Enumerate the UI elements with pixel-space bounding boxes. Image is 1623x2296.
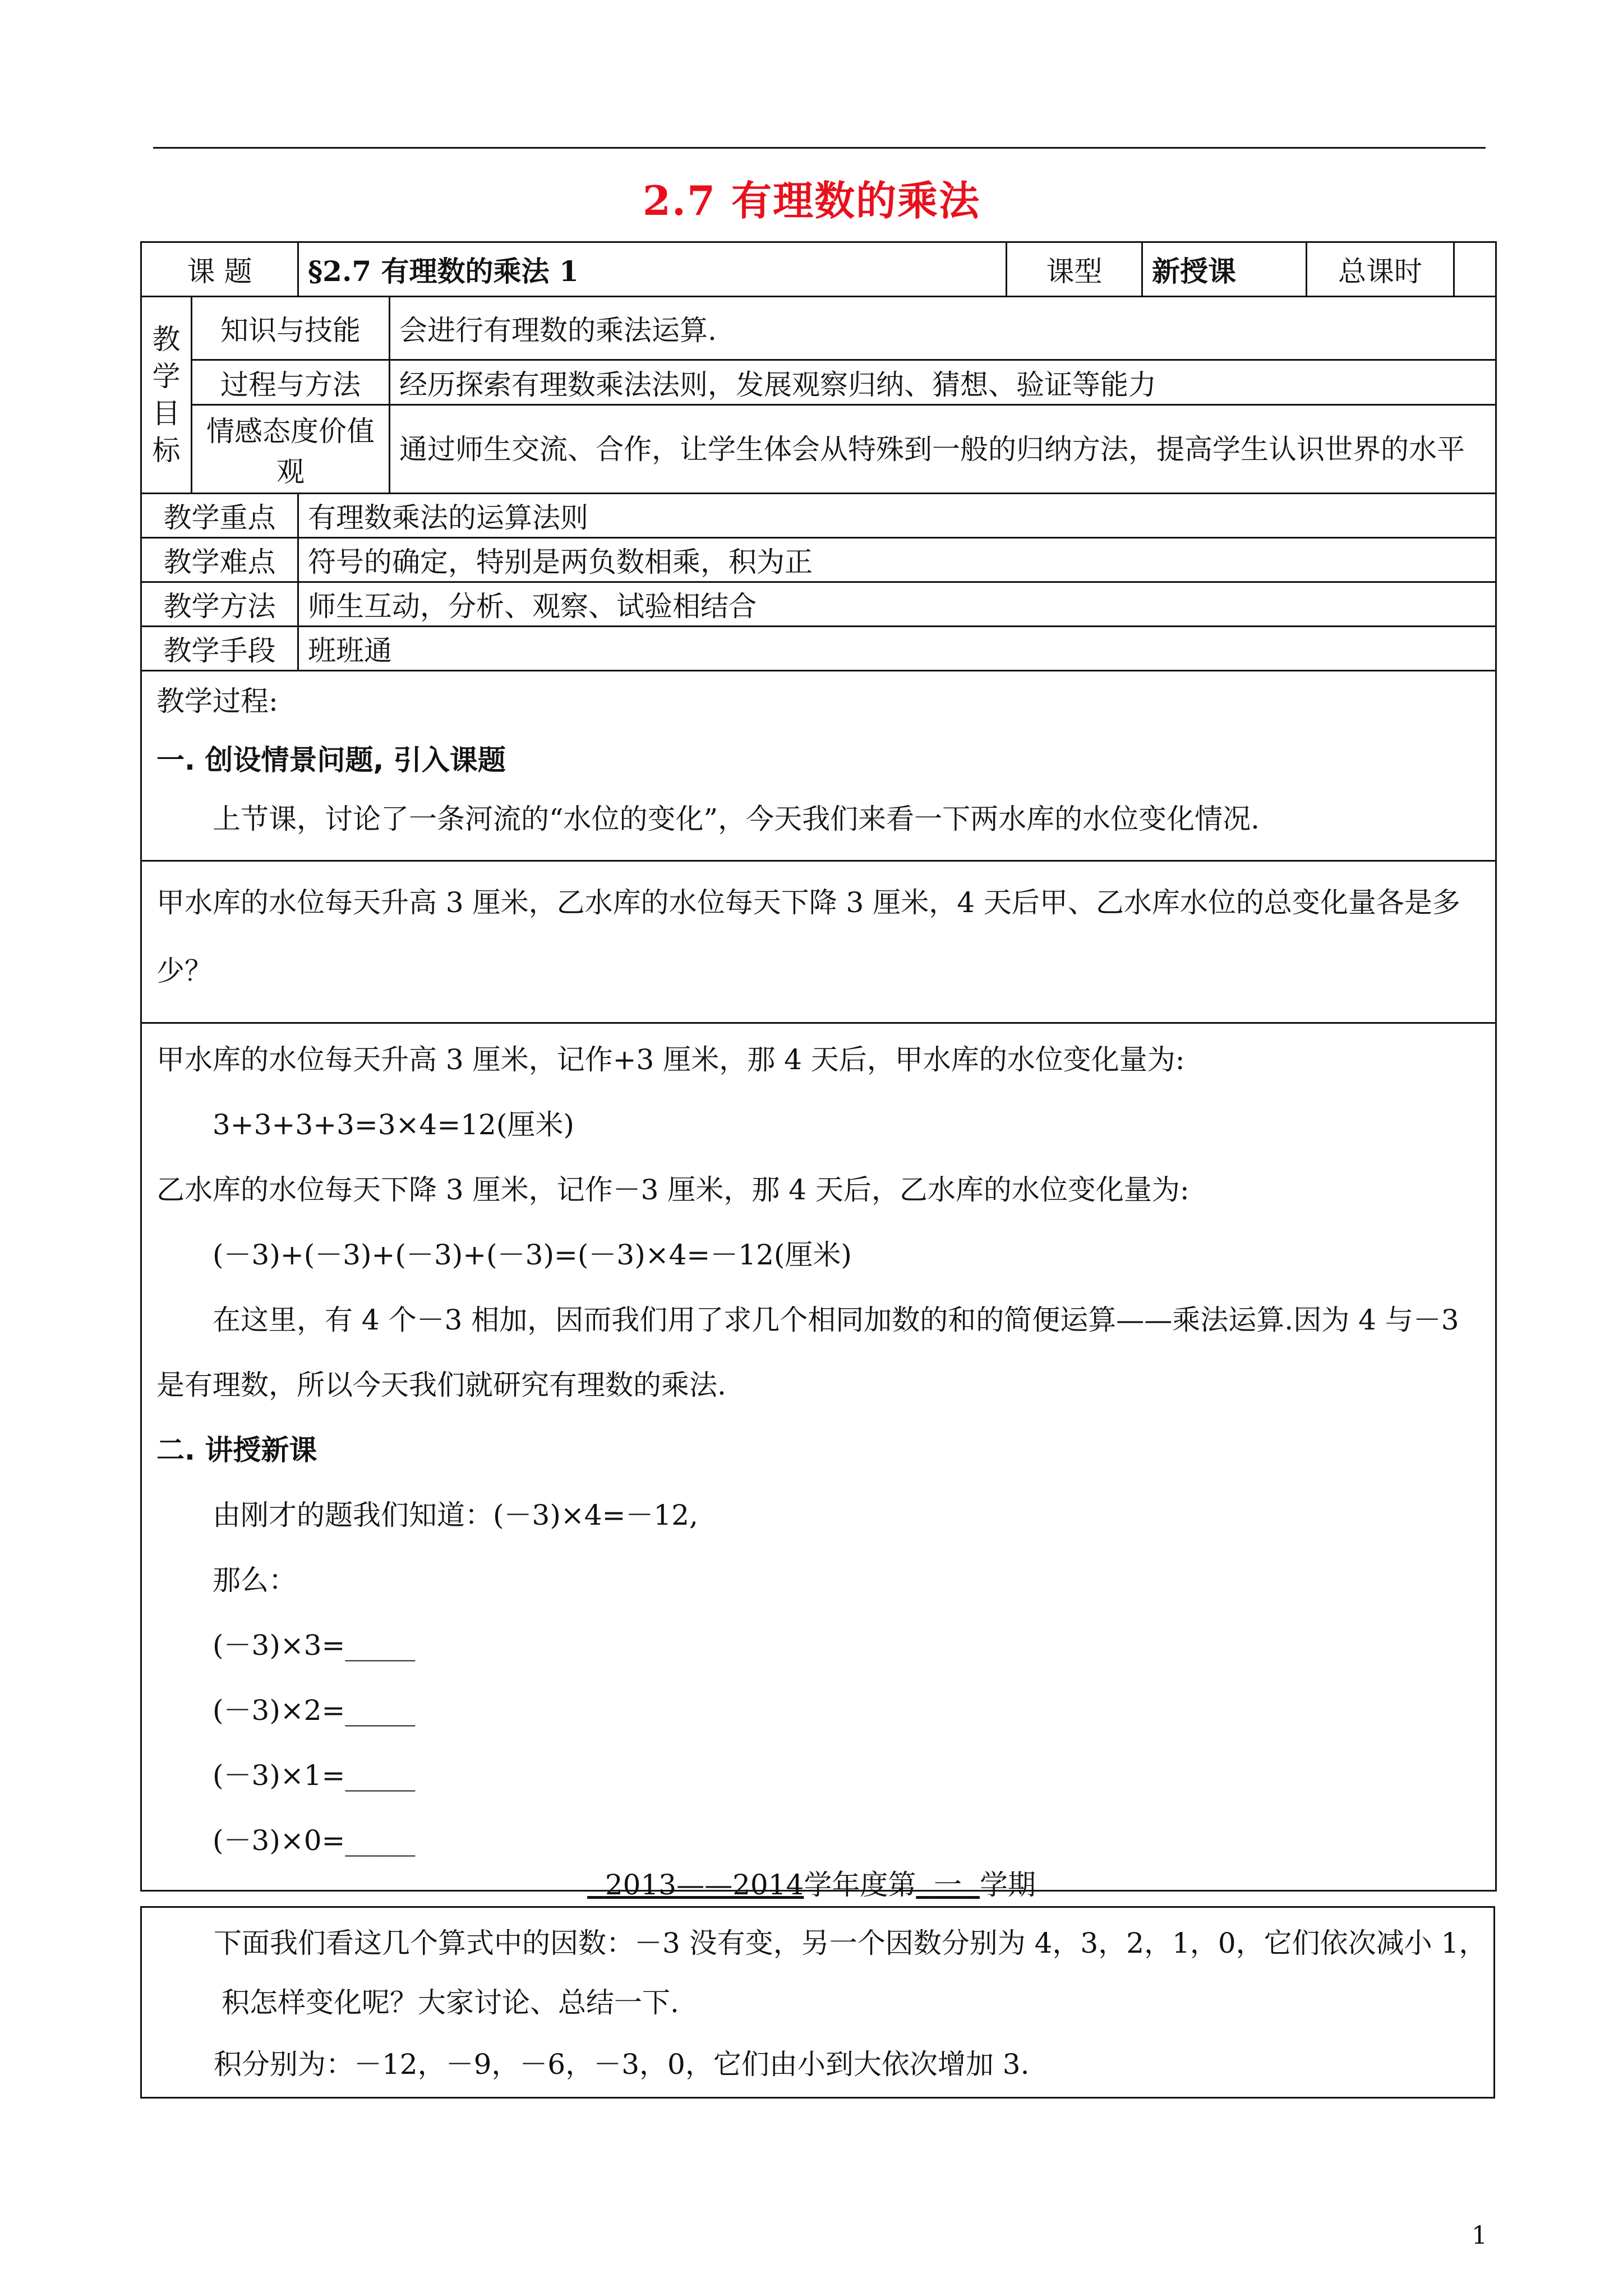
explanation-paragraph: 在这里，有 4 个－3 相加，因而我们用了求几个相同加数的和的简便运算——乘法运算.因为 4 与－3 是有理数，所以今天我们就研究有理数的乘法.	[156, 1304, 1459, 1401]
row-label: 教学手段	[141, 627, 298, 671]
goals-label-char: 学	[152, 360, 181, 393]
then-label: 那么：	[213, 1564, 297, 1596]
solution-cell	[141, 1023, 1496, 1891]
row-label: 教学难点	[141, 538, 298, 582]
goals-label-char: 目	[152, 397, 181, 430]
lesson-plan-table	[140, 241, 1497, 1892]
exercise-line: (－3)×2=_____	[213, 1694, 416, 1727]
equation-line: (－3)+(－3)+(－3)+(－3)=(－3)×4=－12(厘米)	[213, 1239, 852, 1271]
known-result: 由刚才的题我们知道：(－3)×4=－12,	[213, 1499, 698, 1531]
footer-term-blank	[916, 1869, 980, 1901]
solution-line: 甲水库的水位每天升高 3 厘米，记作+3 厘米，那 4 天后，甲水库的水位变化量为:	[156, 1043, 1185, 1076]
goal-text: 会进行有理数的乘法运算.	[390, 297, 1496, 360]
goal-text: 通过师生交流、合作，让学生体会从特殊到一般的归纳方法，提高学生认识世界的水平	[390, 405, 1496, 494]
goals-label	[141, 297, 192, 494]
goal-row-knowledge	[141, 297, 1496, 360]
footer-mid: 学年度第	[804, 1869, 916, 1901]
goals-label-char: 标	[152, 434, 181, 467]
row-text: 师生互动，分析、观察、试验相结合	[298, 582, 1496, 627]
box-line: 积分别为：－12，－9，－6，－3，0，它们由小到大依次增加 3.	[214, 2048, 1030, 2081]
goal-label: 情感态度价值观	[192, 405, 390, 494]
exercise-line: (－3)×0=_____	[213, 1824, 416, 1857]
means-row	[141, 627, 1496, 671]
footer-end: 学期	[979, 1869, 1036, 1901]
goal-label: 过程与方法	[192, 360, 390, 405]
school-term-footer	[0, 1862, 1623, 1903]
row-label: 教学重点	[141, 494, 298, 538]
footer-year: 2013——2014	[605, 1869, 804, 1901]
document-title: 2.7 有理数的乘法	[642, 177, 981, 224]
topic-label: 课 题	[141, 242, 298, 297]
lesson-type-value: 新授课	[1142, 242, 1307, 297]
process-heading: 教学过程:	[156, 685, 278, 717]
page-number: 1	[1472, 2221, 1487, 2250]
problem-row	[141, 861, 1496, 1023]
goal-row-process	[141, 360, 1496, 405]
topic-row	[141, 242, 1496, 297]
section-heading: 一. 创设情景问题, 引入课题	[156, 744, 506, 776]
focus-row	[141, 494, 1496, 538]
equation-line: 3+3+3+3=3×4=12(厘米)	[213, 1108, 574, 1141]
goals-label-char: 教	[152, 323, 181, 356]
process-intro-row	[141, 671, 1496, 861]
total-hours-label: 总课时	[1307, 242, 1454, 297]
box-line: 下面我们看这几个算式中的因数：－3 没有变，另一个因数分别为 4，3，2，1，0，它们依次减小 1，	[214, 1927, 1487, 1959]
problem-text: 甲水库的水位每天升高 3 厘米，乙水库的水位每天下降 3 厘米，4 天后甲、乙水库水位的总变化量各是多少？	[141, 861, 1496, 1023]
row-text: 班班通	[298, 627, 1496, 671]
difficulty-row	[141, 538, 1496, 582]
process-intro-cell	[141, 671, 1496, 861]
goal-row-attitude	[141, 405, 1496, 494]
topic-value: §2.7 有理数的乘法 1	[298, 242, 1007, 297]
goal-label: 知识与技能	[192, 297, 390, 360]
header-rule	[153, 147, 1486, 149]
footer-term: 一	[934, 1869, 962, 1901]
continuation-box	[140, 1906, 1495, 2099]
row-text: 有理数乘法的运算法则	[298, 494, 1496, 538]
section-heading: 二. 讲授新课	[156, 1434, 317, 1466]
total-hours-value	[1454, 242, 1496, 297]
exercise-line: (－3)×1=_____	[213, 1759, 416, 1792]
solution-line: 乙水库的水位每天下降 3 厘米，记作－3 厘米，那 4 天后，乙水库的水位变化量为:	[156, 1174, 1189, 1206]
solution-row	[141, 1023, 1496, 1891]
exercise-line: (－3)×3=_____	[213, 1629, 416, 1662]
goal-text: 经历探索有理数乘法法则，发展观察归纳、猜想、验证等能力	[390, 360, 1496, 405]
method-row	[141, 582, 1496, 627]
intro-paragraph: 上节课，讨论了一条河流的“水位的变化”，今天我们来看一下两水库的水位变化情况.	[213, 803, 1260, 835]
lesson-type-label: 课型	[1007, 242, 1142, 297]
footer-year-blank	[587, 1869, 804, 1901]
box-line: 积怎样变化呢？大家讨论、总结一下.	[222, 1986, 679, 2019]
row-text: 符号的确定，特别是两负数相乘，积为正	[298, 538, 1496, 582]
row-label: 教学方法	[141, 582, 298, 627]
